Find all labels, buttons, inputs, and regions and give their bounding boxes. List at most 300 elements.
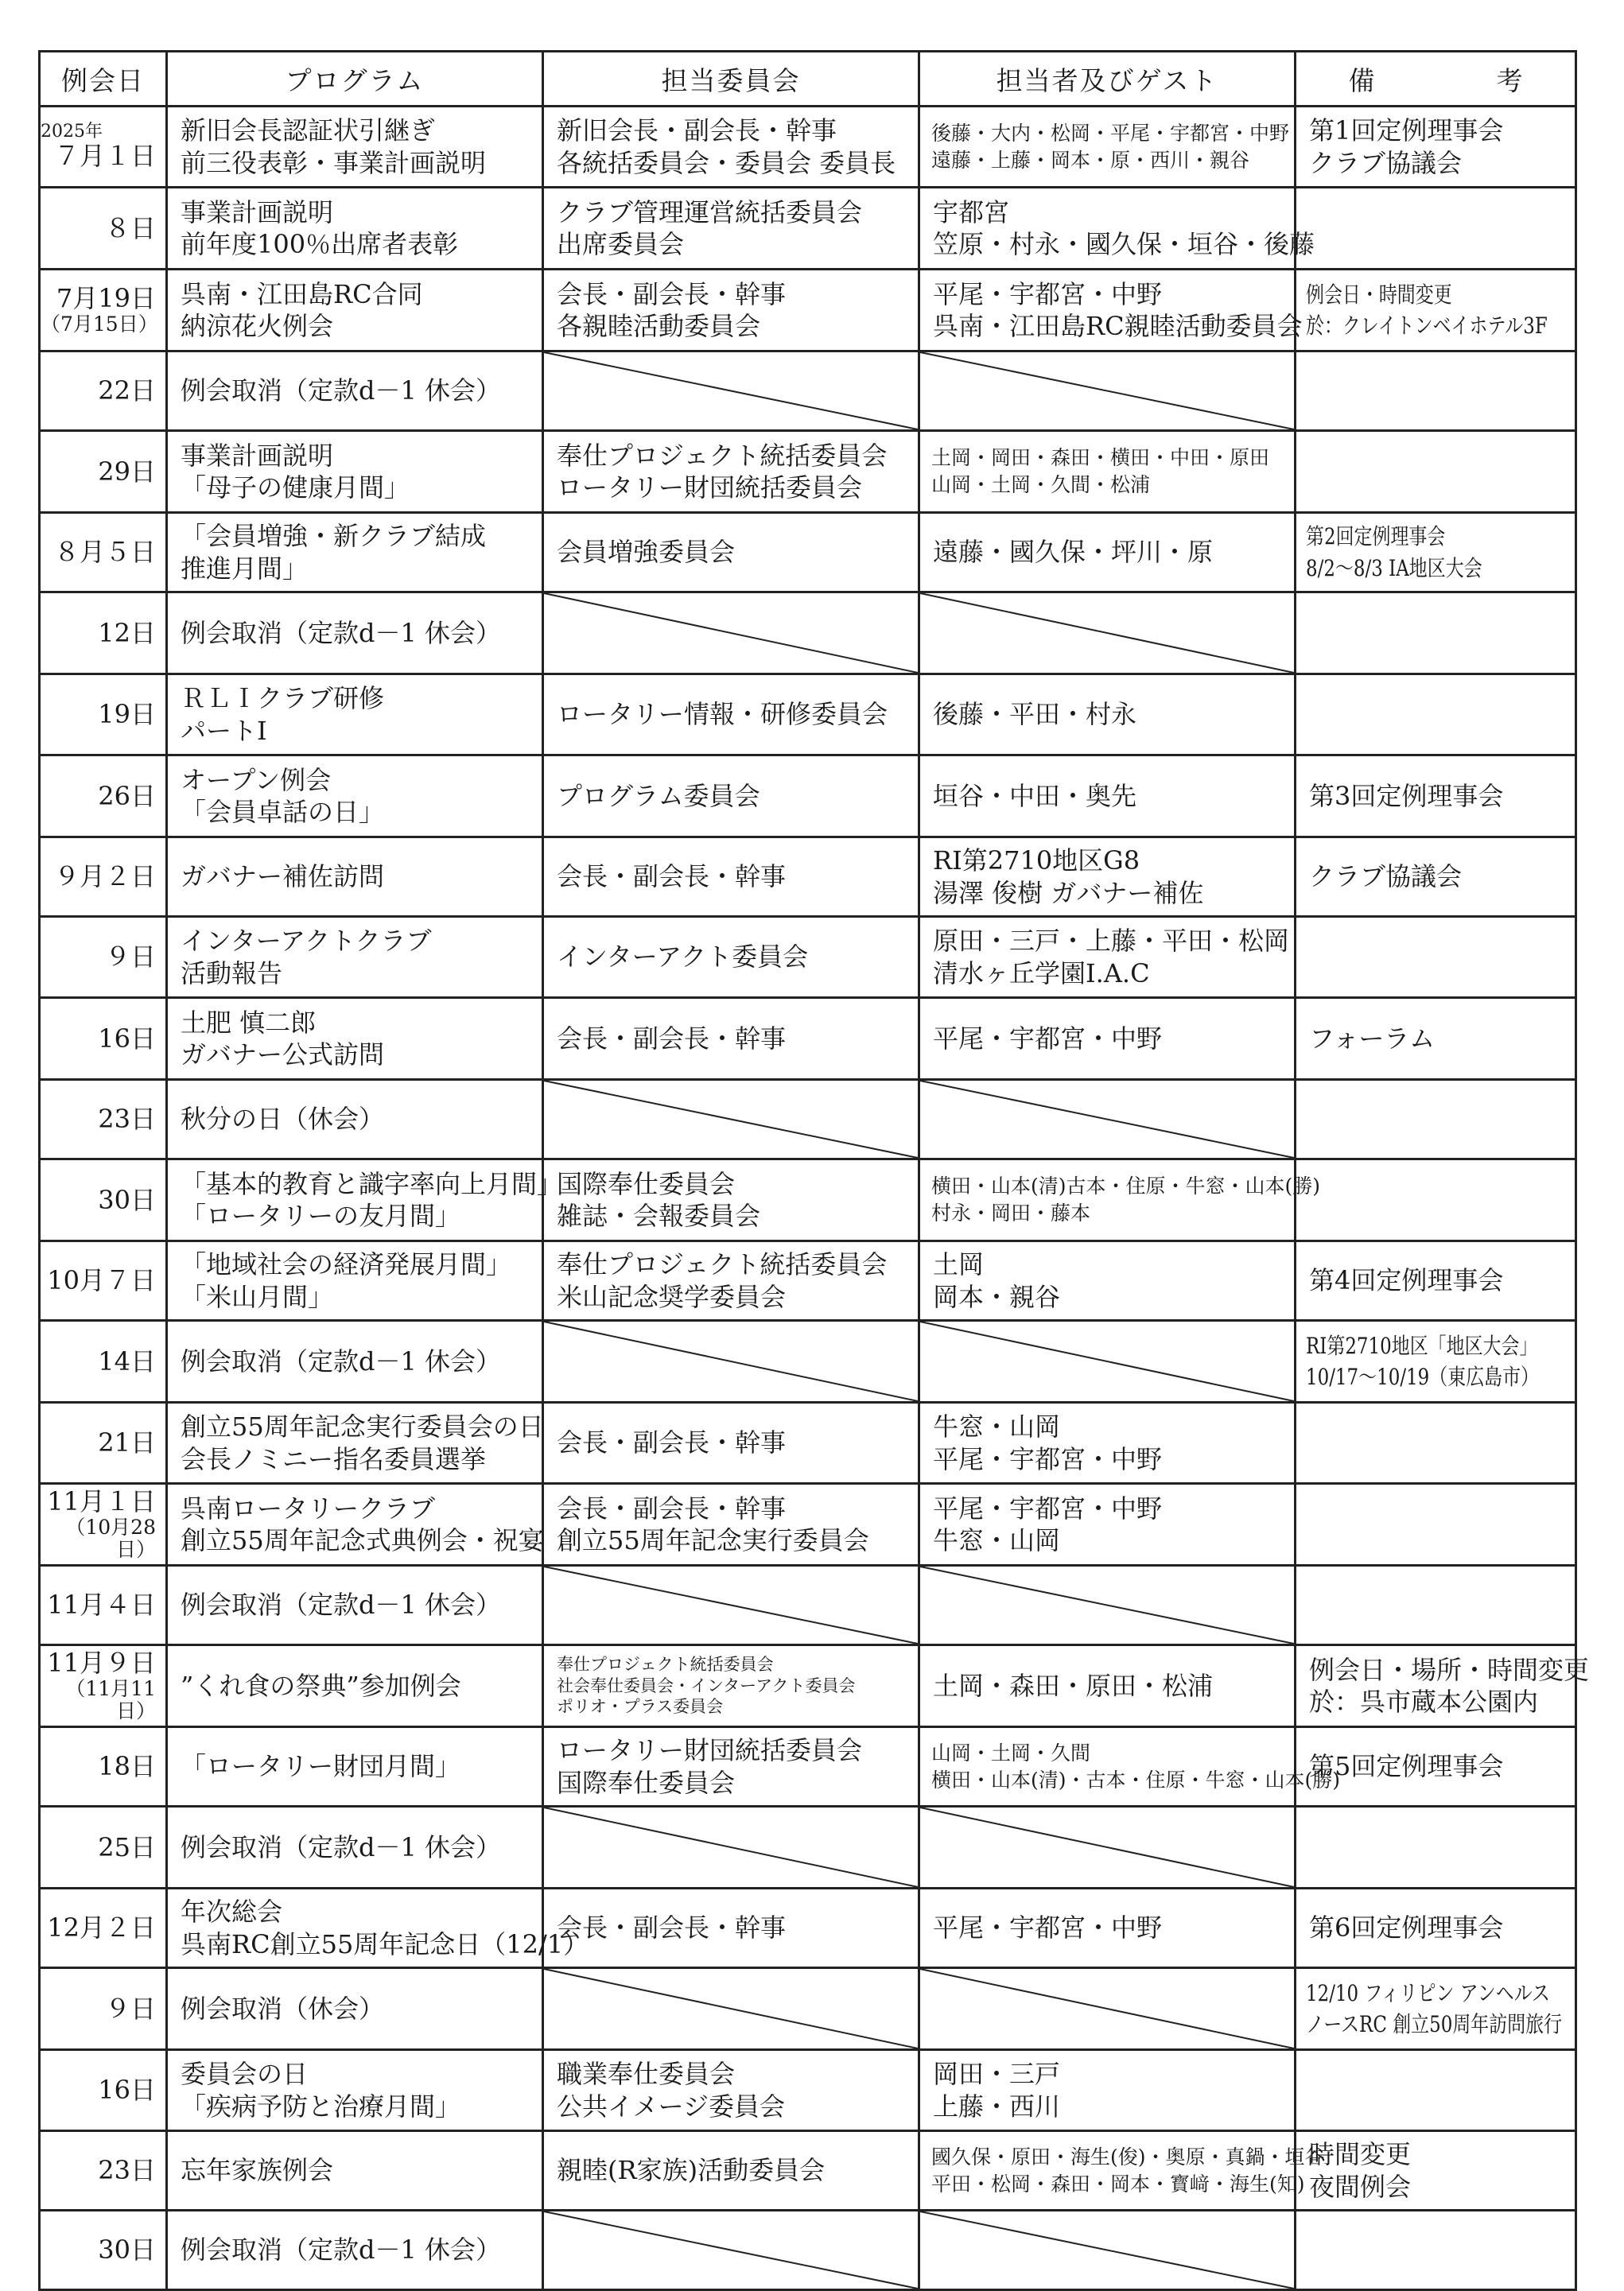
cell-line: 湯澤 俊樹 ガバナー補佐 (933, 877, 1204, 908)
date-cell (40, 674, 167, 755)
cell-line: 米山記念奨学委員会 (557, 1281, 787, 1312)
note-cell (1296, 1968, 1576, 2050)
cell-line: 国際奉仕委員会 (557, 1168, 736, 1199)
cell-line: 遠藤・上藤・岡本・原・西川・親谷 (931, 148, 1250, 172)
committee-cell (543, 1807, 919, 1889)
date-value: 11月１日 (47, 1485, 156, 1516)
cell-line: 原田・三戸・上藤・平田・松岡 (933, 926, 1290, 957)
header-date: 例会日 (40, 52, 167, 107)
table-row (40, 513, 1576, 592)
cell-line: 親睦(R家族)活動委員会 (557, 2155, 826, 2186)
cell-line: 國久保・原田・海生(俊)・奥原・真鍋・垣谷 (931, 2145, 1325, 2169)
cell-line: 忘年家族例会 (181, 2155, 334, 2186)
diagonal-slash (920, 1081, 1294, 1158)
cell-line: 例会取消（定款d－1 休会） (181, 1590, 502, 1621)
person-cell (919, 431, 1296, 513)
date-cell (40, 1727, 167, 1807)
committee-cell (543, 837, 919, 917)
program-cell (167, 2131, 543, 2211)
cell-line: フォーラム (1309, 1023, 1436, 1054)
program-cell (167, 1321, 543, 1403)
cell-line: 各統括委員会・委員会 委員長 (557, 147, 896, 178)
table-row (40, 917, 1576, 998)
cell-line: インターアクト委員会 (557, 942, 809, 973)
date-value: 19日 (98, 699, 156, 730)
committee-cell (543, 270, 919, 351)
date-cell (40, 1968, 167, 2050)
committee-cell (543, 1321, 919, 1403)
cell-line: 例会取消（定款d－1 休会） (181, 1345, 502, 1377)
cell-line: クラブ協議会 (1309, 861, 1463, 892)
committee-cell (543, 917, 919, 998)
committee-cell (543, 1484, 919, 1566)
table-row (40, 2131, 1576, 2211)
date-value: ７月１日 (53, 141, 156, 172)
cell-line: 例会取消（休会） (181, 1993, 385, 2024)
schedule-table (38, 50, 1590, 2291)
table-row (40, 674, 1576, 755)
table-row (40, 1159, 1576, 1241)
person-cell (919, 1889, 1296, 1968)
cell-line: 会長・副会長・幹事 (557, 1493, 787, 1524)
cell-line: 国際奉仕委員会 (557, 1767, 736, 1798)
date-value: 21日 (98, 1427, 156, 1458)
cell-line: 奉仕プロジェクト統括委員会 (557, 440, 888, 471)
diagonal-slash (544, 352, 918, 429)
cell-line: RI第2710地区G8 (933, 845, 1140, 876)
date-cell (40, 837, 167, 917)
person-cell (919, 1566, 1296, 1645)
program-cell (167, 755, 543, 837)
program-cell (167, 1080, 543, 1159)
diagonal-slash (920, 1567, 1294, 1644)
cell-line: 呉南ロータリークラブ (181, 1493, 436, 1524)
note-cell (1296, 1889, 1576, 1968)
header-note: 備 考 (1296, 52, 1576, 107)
table-row (40, 2050, 1576, 2131)
note-cell (1296, 1321, 1576, 1403)
cell-line: 笠原・村永・國久保・垣谷・後藤 (933, 229, 1315, 259)
person-cell (919, 1321, 1296, 1403)
header-program: プログラム (167, 52, 543, 107)
note-cell (1296, 107, 1576, 188)
cell-line: 呉南RC創立55周年記念日（12/1） (181, 1928, 589, 1959)
date-cell (40, 431, 167, 513)
cell-line: 第2回定例理事会 (1306, 523, 1446, 550)
diagonal-slash (920, 593, 1294, 673)
date-cell (40, 513, 167, 592)
cell-line: 事業計画説明 (181, 196, 334, 227)
committee-cell (543, 1403, 919, 1484)
note-cell (1296, 837, 1576, 917)
diagonal-slash (544, 1969, 918, 2048)
table-row (40, 1968, 1576, 2050)
cell-line: 遠藤・國久保・坪川・原 (933, 537, 1214, 568)
cell-line: 社会奉仕委員会・インターアクト委員会 (557, 1676, 856, 1695)
table-row (40, 1566, 1576, 1645)
program-cell (167, 592, 543, 674)
cell-line: 於：呉市蔵本公園内 (1309, 1687, 1539, 1717)
program-cell (167, 1241, 543, 1321)
cell-line: 例会取消（定款d－1 休会） (181, 2235, 502, 2266)
cell-line: 夜間例会 (1309, 2171, 1412, 2202)
cell-line: 「会員卓話の日」 (181, 797, 385, 827)
person-cell (919, 674, 1296, 755)
header-person: 担当者及びゲスト (919, 52, 1296, 107)
date-value: 14日 (98, 1345, 156, 1377)
cell-line: 呉南・江田島RC合同 (181, 278, 423, 309)
diagonal-slash (544, 1322, 918, 1401)
person-cell (919, 917, 1296, 998)
note-cell (1296, 1807, 1576, 1889)
table-row (40, 755, 1576, 837)
person-cell (919, 1403, 1296, 1484)
cell-line: 新旧会長・副会長・幹事 (557, 115, 837, 146)
date-value: ９日 (104, 1993, 156, 2024)
program-cell (167, 270, 543, 351)
cell-line: 平田・松岡・森田・岡本・寳﨑・海生(知) (931, 2172, 1305, 2196)
cell-line: オープン例会 (181, 764, 332, 795)
date-cell (40, 1241, 167, 1321)
date-value: 23日 (98, 2155, 156, 2186)
note-cell (1296, 2050, 1576, 2131)
program-cell (167, 107, 543, 188)
program-cell (167, 1807, 543, 1889)
cell-line: 推進月間」 (181, 553, 309, 584)
note-cell (1296, 592, 1576, 674)
person-cell (919, 755, 1296, 837)
date-cell (40, 2211, 167, 2290)
program-cell (167, 917, 543, 998)
cell-line: インターアクトクラブ (181, 926, 432, 957)
cell-line: クラブ管理運営統括委員会 (557, 196, 863, 227)
program-cell (167, 1566, 543, 1645)
date-value: 25日 (98, 1831, 156, 1862)
note-cell (1296, 431, 1576, 513)
person-cell (919, 2131, 1325, 2211)
date-cell (40, 270, 167, 351)
person-cell (919, 592, 1296, 674)
table-row (40, 431, 1576, 513)
program-cell (167, 1159, 563, 1241)
cell-line: クラブ協議会 (1309, 147, 1463, 178)
cell-line: 12/10 フィリピン アンヘルス (1306, 1979, 1550, 2006)
table-row (40, 270, 1576, 351)
date-value: 29日 (98, 456, 156, 487)
date-cell (40, 1889, 167, 1968)
committee-cell (543, 2131, 919, 2211)
date-cell (40, 1159, 167, 1241)
diagonal-slash (544, 1567, 918, 1644)
cell-line: ロータリー情報・研修委員会 (557, 699, 888, 730)
date-value: 30日 (98, 2235, 156, 2266)
cell-line: 平尾・宇都宮・中野 (933, 1912, 1163, 1943)
committee-cell (543, 1241, 919, 1321)
cell-line: 第5回定例理事会 (1309, 1751, 1504, 1782)
program-cell (167, 1968, 543, 2050)
table-row (40, 1321, 1576, 1403)
note-cell (1296, 1403, 1576, 1484)
cell-line: ガバナー公式訪問 (181, 1039, 385, 1070)
cell-line: 宇都宮 (933, 196, 1010, 227)
note-cell (1296, 998, 1576, 1080)
date-cell (40, 1080, 167, 1159)
committee-cell (543, 188, 919, 270)
cell-line: 垣谷・中田・奥先 (933, 780, 1137, 811)
person-cell (919, 1241, 1296, 1321)
date-cell (40, 1807, 167, 1889)
cell-line: 雑誌・会報委員会 (557, 1201, 761, 1231)
committee-cell (543, 674, 919, 755)
committee-cell (543, 755, 919, 837)
diagonal-slash (920, 1969, 1294, 2048)
cell-line: 平尾・宇都宮・中野 (933, 1443, 1163, 1474)
committee-cell (543, 2211, 919, 2290)
cell-line: 会長・副会長・幹事 (557, 1023, 787, 1054)
cell-line: 会長ノミニー指名委員選挙 (181, 1443, 487, 1474)
note-cell (1296, 2211, 1576, 2290)
cell-line: 創立55周年記念式典例会・祝宴 (181, 1525, 544, 1555)
cell-line: 職業奉仕委員会 (557, 2059, 736, 2090)
cell-line: 第1回定例理事会 (1309, 115, 1504, 146)
note-cell (1296, 188, 1576, 270)
date-value: ８月５日 (53, 537, 156, 568)
cell-line: 牛窓・山岡 (933, 1411, 1061, 1443)
header-committee: 担当委員会 (543, 52, 919, 107)
person-cell (919, 1807, 1296, 1889)
date-original: （7月15日） (41, 313, 158, 336)
cell-line: 山岡・土岡・久間 (931, 1741, 1091, 1765)
cell-line: 「米山月間」 (181, 1281, 334, 1312)
note-cell (1296, 351, 1576, 431)
committee-cell (543, 1889, 919, 1968)
cell-line: 例会取消（定款d－1 休会） (181, 1831, 502, 1862)
program-cell (167, 837, 543, 917)
cell-line: 「地域社会の経済発展月間」 (181, 1249, 512, 1280)
cell-line: 於：クレイトンベイホテル3F (1306, 313, 1548, 339)
committee-cell (543, 431, 919, 513)
person-cell (919, 1645, 1296, 1727)
cell-line: プログラム委員会 (557, 780, 760, 811)
cell-line: 平尾・宇都宮・中野 (933, 1493, 1163, 1524)
cell-line: 出席委員会 (557, 229, 685, 259)
table-row (40, 2211, 1576, 2290)
note-cell (1296, 1645, 1590, 1727)
date-cell (40, 351, 167, 431)
cell-line: 10/17～10/19（東広島市） (1306, 1364, 1540, 1390)
committee-cell (543, 1159, 919, 1241)
person-cell (919, 2211, 1296, 2290)
program-cell (167, 2211, 543, 2290)
cell-line: 第4回定例理事会 (1309, 1265, 1504, 1296)
cell-line: 上藤・西川 (933, 2091, 1061, 2122)
date-cell (40, 188, 167, 270)
cell-line: 会長・副会長・幹事 (557, 278, 787, 309)
person-cell (919, 107, 1296, 188)
cell-line: 例会取消（定款d－1 休会） (181, 375, 502, 406)
committee-cell (543, 1968, 919, 2050)
table-row (40, 592, 1576, 674)
committee-cell (543, 513, 919, 592)
cell-line: 例会日・場所・時間変更 (1309, 1654, 1590, 1685)
diagonal-slash (544, 2211, 918, 2289)
cell-line: ロータリー財団統括委員会 (557, 472, 863, 503)
cell-line: 第3回定例理事会 (1309, 780, 1504, 811)
note-cell (1296, 755, 1576, 837)
table-row (40, 107, 1576, 188)
cell-line: 奉仕プロジェクト統括委員会 (557, 1654, 774, 1674)
date-cell (40, 755, 167, 837)
program-cell (167, 1727, 543, 1807)
date-cell (40, 1566, 167, 1645)
cell-line: 年次総会 (181, 1897, 283, 1928)
date-cell (40, 592, 167, 674)
cell-line: 会長・副会長・幹事 (557, 1427, 787, 1458)
cell-line: 土岡 (933, 1249, 985, 1280)
note-cell (1296, 917, 1576, 998)
cell-line: 前年度100％出席者表彰 (181, 229, 459, 259)
cell-line: ガバナー補佐訪問 (181, 861, 385, 892)
program-cell (167, 431, 543, 513)
person-cell (919, 513, 1296, 592)
date-value: 30日 (98, 1184, 156, 1215)
person-cell (919, 270, 1303, 351)
date-cell (40, 1321, 167, 1403)
committee-cell (543, 2050, 919, 2131)
table-row (40, 351, 1576, 431)
date-value: ９月２日 (53, 861, 156, 892)
cell-line: 後藤・平田・村永 (933, 699, 1137, 730)
cell-line: 「会員増強・新クラブ結成 (181, 521, 487, 552)
cell-line: 岡田・三戸 (933, 2059, 1061, 2090)
date-value: 16日 (98, 1023, 156, 1054)
note-cell (1296, 513, 1576, 592)
cell-line: 活動報告 (181, 957, 283, 988)
date-cell (40, 1645, 167, 1727)
table-row (40, 837, 1576, 917)
program-cell (167, 674, 543, 755)
date-cell (40, 2131, 167, 2211)
note-cell (1296, 674, 1576, 755)
program-cell (167, 188, 543, 270)
cell-line: 土岡・森田・原田・松浦 (933, 1670, 1214, 1701)
date-value: 16日 (98, 2075, 156, 2106)
date-value: 12月２日 (47, 1912, 156, 1943)
cell-line: 村永・岡田・藤本 (931, 1202, 1091, 1225)
cell-line: 会員増強委員会 (557, 537, 736, 568)
note-cell (1296, 1080, 1576, 1159)
cell-line: 奉仕プロジェクト統括委員会 (557, 1249, 888, 1280)
cell-line: 前三役表彰・事業計画説明 (181, 147, 487, 178)
table-row (40, 188, 1576, 270)
diagonal-slash (544, 593, 918, 673)
cell-line: 「母子の健康月間」 (181, 472, 410, 503)
cell-line: 例会取消（定款d－1 休会） (181, 617, 502, 648)
program-cell (167, 2050, 543, 2131)
cell-line: 岡本・親谷 (933, 1281, 1061, 1312)
cell-line: 土岡・岡田・森田・横田・中田・原田 (931, 446, 1270, 470)
diagonal-slash (920, 352, 1294, 429)
table-row (40, 1403, 1576, 1484)
cell-line: パートⅠ (181, 715, 267, 746)
date-value: 23日 (98, 1104, 156, 1135)
committee-cell (543, 592, 919, 674)
program-cell (167, 1645, 543, 1727)
date-value: 7月19日 (56, 283, 156, 314)
cell-line: RI第2710地区「地区大会」 (1306, 1332, 1538, 1359)
committee-cell (543, 351, 919, 431)
header-row (40, 52, 1576, 107)
date-cell (40, 917, 167, 998)
cell-line: 新旧会長認証状引継ぎ (181, 115, 436, 146)
cell-line: ノースRC 創立50周年訪問旅行 (1306, 2011, 1563, 2037)
date-value: 26日 (98, 780, 156, 811)
cell-line: 創立55周年記念実行委員会の日 (181, 1411, 544, 1443)
cell-line: 各親睦活動委員会 (557, 311, 761, 341)
diagonal-slash (920, 1808, 1294, 1887)
note-cell (1296, 2131, 1576, 2211)
diagonal-slash (920, 2211, 1294, 2289)
date-original: （10月28日） (65, 1515, 156, 1562)
cell-line: ポリオ・プラス委員会 (557, 1697, 724, 1717)
diagonal-slash (920, 1322, 1294, 1401)
person-cell (919, 1159, 1321, 1241)
table-row (40, 1727, 1576, 1807)
program-cell (167, 1484, 543, 1566)
person-cell (919, 837, 1296, 917)
cell-line: ＲＬＩクラブ研修 (181, 683, 385, 714)
cell-line: 「ロータリー財団月間」 (181, 1751, 461, 1782)
committee-cell (543, 1080, 919, 1159)
cell-line: 横田・山本(清)古本・住原・牛窓・山本(勝) (931, 1175, 1321, 1198)
cell-line: 秋分の日（休会） (181, 1104, 385, 1135)
diagonal-slash (544, 1081, 918, 1158)
table-row (40, 998, 1576, 1080)
date-cell (40, 998, 167, 1080)
note-cell (1296, 270, 1576, 351)
cell-line: 8/2～8/3 IA地区大会 (1306, 554, 1482, 581)
date-value: 22日 (98, 375, 156, 406)
date-value: 10月７日 (47, 1265, 156, 1296)
date-value: ８日 (104, 212, 156, 243)
committee-cell (543, 1727, 919, 1807)
date-value: 11月４日 (47, 1590, 156, 1621)
cell-line: 横田・山本(清)・古本・住原・牛窓・山本(勝) (931, 1768, 1341, 1792)
cell-line: 委員会の日 (181, 2059, 309, 2090)
note-cell (1296, 1484, 1576, 1566)
cell-line: 牛窓・山岡 (933, 1525, 1061, 1555)
program-cell (167, 351, 543, 431)
cell-line: 例会日・時間変更 (1306, 281, 1452, 308)
person-cell (919, 998, 1296, 1080)
table-row (40, 1241, 1576, 1321)
table-row (40, 1889, 1576, 1968)
schedule-sheet (38, 50, 1590, 2291)
person-cell (919, 351, 1296, 431)
cell-line: 「基本的教育と識字率向上月間」 (181, 1168, 563, 1199)
note-cell (1296, 1727, 1576, 1807)
cell-line: 会長・副会長・幹事 (557, 1912, 787, 1943)
date-value: 18日 (98, 1751, 156, 1782)
cell-line: 平尾・宇都宮・中野 (933, 278, 1163, 309)
date-value: ９日 (104, 942, 156, 973)
table-row (40, 1807, 1576, 1889)
committee-cell (543, 1566, 919, 1645)
note-cell (1296, 1241, 1576, 1321)
note-cell (1296, 1159, 1576, 1241)
person-cell (919, 1968, 1296, 2050)
person-cell (919, 1727, 1341, 1807)
